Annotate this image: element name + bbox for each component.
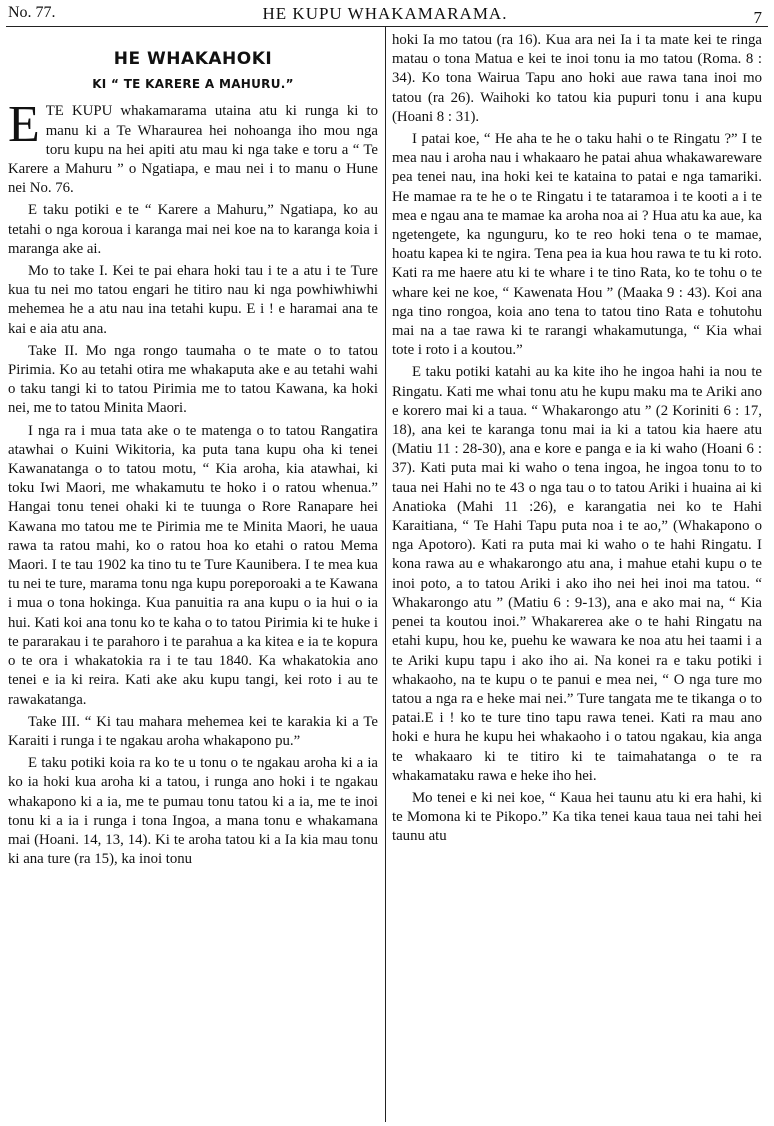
right-column	[392, 31, 762, 847]
paragraph-1: ETE KUPU whakamarama utaina atu ki runga ki to manu ki a Te Wharaurea hei nohoanga iho mou nga toru kupu na hei apiti atu mau ki nga take e toru a “ Te Karere a Mahuru ” o Ngatiapa, e mau nei i to manu o Hune nei No. 76.	[8, 96, 378, 197]
drop-cap: E	[8, 96, 40, 154]
paragraph-2: E taku potiki e te “ Karere a Mahuru,” Ngatiapa, ko au tetahi o nga koroua i karanga mai nei koe na to karanga koia i maranga ake ai.	[8, 202, 378, 257]
running-title: HE KUPU WHAKAMARAMA.	[262, 4, 508, 23]
paragraph-take-2: Take II. Mo nga rongo taumaha o te mate o to tatou Pirimia. Ko au tetahi otira me whakaputa ake e au tetahi wahi o taku tangi ki to tatou Pirimia me to tatou Kawana, ka hoki nei, me to tatou Minita Maori.	[8, 342, 378, 417]
page-number: 7	[753, 8, 762, 27]
article-title: HE WHAKAHOKI	[113, 49, 273, 69]
column-divider	[385, 27, 386, 1122]
issue-number: No. 77.	[8, 4, 56, 21]
page-header	[8, 2, 762, 28]
paragraph-take-1: Mo to take I. Kei te pai ehara hoki tau i te a atu i te Ture kua tu nei mo tatou engari he titiro nau ki nga powhiwhiwhi mehemea he a atu nau ina tetahi kupu. E i ! e haramai ana te kai e aia atu ana.	[8, 263, 378, 337]
left-column	[8, 30, 378, 869]
paragraph-7: E taku potiki koia ra ko te u tonu o te ngakau aroha ki a ia ko ia hoki kua aroha ki a tatou, i runga ano hoki i te ngakau whakapono ki a ia, me te pumau tonu tatou ki a ia, me te inoi tonu ki a ia i runga i tona Ingoa, a mana tonu e whakamana mai (Hoani. 14, 13, 14). Ki te aroha tatou ki a Ia kia mau tonu ki ana ture (ra 15), ka inoi tonu	[8, 755, 378, 868]
paragraph-10: E taku potiki katahi au ka kite iho he ingoa hahi ia nou te Ringatu. Kati me whai tonu atu he kupu maku ma te Ariki ano e korero mai ki a taua. “ Whakarongo atu ” (2 Koriniti 6 : 17, 18), ana kei te karanga tonu mai ia ki a tatou kia haere atu (Matiu 11 : 28-30), ana e kore e panga e ia ki waho (Hoani 6 : 37). Kati puta mai ki waho o tena ingoa, he ingoa tonu to to taua nei Hahi no te 43 o nga tau o to tatou Ariki i huaina ai ki Anatioka (Mahi 11 :26), e karangatia nei ko te Hahi Karaitiana, “ Te Hahi Tapu puta noa i te ao,” (Whakapono o nga Apotoro). Kati ra puta mai ki waho o te hahi Ringatu. I kona rawa au e whakarongo atu ana, i mahue etahi kupu o te inoi poto, a to tatou Ariki i ako iho nei hei inoi ma tatou. “ Whakarongo atu ” (Matiu 6 : 9-13), ana e ako mai na, “ Kia penei ta koutou inoi.” Whakarerea ake o te hahi Ringatu na etahi kupu, hou ke, puehu ke wawara ke noa atu hei taami i a te Ariki kupu tapu i ako iho ai. Na konei ra e taku potiki i whakaoho, na te kupu o te panui e mea nei, “ O nga ture mo tatou a nga ra e heke mai nei.” Ture tangata me te tikanga o to patai.E i ! ko te ture tino tapu rawa tenei. Kati ra mau ano hoki e hura he kupu hei whakaoho i o tatou ngakau, kia anga te whakaaro ki te titiro ki te taimahatanga o te ra whakamataku rawa e heke iho hei.	[392, 364, 762, 784]
paragraph-8: hoki Ia mo tatou (ra 16). Kua ara nei Ia i ta mate kei te ringa matau o tona Matua e kei te inoi tonu ia mo tatou (Roma. 8 : 34). Ko tona Wairua Tapu ano hoki aue rawa tana inoi mo tatou (ra 26). Waihoki ko tatou kia pupuri tonu i ana kupu (Hoani 8 : 31).	[392, 32, 762, 125]
paragraph-take-3: Take III. “ Ki tau mahara mehemea kei te karakia ki a Te Karaiti i runga i te ngakau aroha whakapono pu.”	[8, 713, 378, 749]
paragraph-9: I patai koe, “ He aha te he o taku hahi o te Ringatu ?” I te mea nau i aroha nau i whakaaro he patai ahua whakawareware pea tenei nau, ina hoki kei te kataina to patai e nga tamariki. He mamae ra te he o te Ringatu i te tataramoa i te kooti a i te mea e ngau ana te mamae ka aroha noa ai ? Hua atu ka aue, ka ngetengete, ka ngunguru, ko te reo hoki tena o te mamae, hoatu kapea ki te ngira. Tena pea ia kua hou rawa te tu ki roto. Kati ra me haere atu ki te whare i te tino Rata, ko te tohu o te whare kei ne koe, “ Kawenata Hou ” (Maaka 9 : 43). Koi ana nga tino rongoa, koia ano tena to tatou tino Rata e tohutohu mai na a tae rawa ki te rarangi whakamutunga, “ Kia whai tote i roto i a koutou.”	[392, 131, 762, 359]
header-rule	[6, 26, 768, 27]
paragraph-11: Mo tenei e ki nei koe, “ Kaua hei taunu atu ki era hahi, ki te Momona ki te Pikopo.” Ka tika tenei kaua taua nei tahi hei taunu atu	[392, 789, 762, 845]
paragraph-5: I nga ra i mua tata ake o te matenga o to tatou Rangatira atawhai o Kuini Wikitoria, ka puta tana kupu oha ki tenei Kawanatanga o to tatou motu, “ Kia aroha, kia atawhai, ki toku Iwi Maori, me whakamutu te hoko i o ratou whenua.” Hangai tonu tenei ohaki ki te tuunga o Rore Ranapare hei Kawana mo tatou me te Pirimia me te Minita Maori, he uaua rawa ta ratou mahi, ko o ratou hoa ko etahi o ratou Mema Maori. I te tau 1902 ka tino tu te Ture Kaunibera. I te mea kua tu nei te ture, marama tonu nga kupu poreporoaki a te Kawana i mua o tona hokinga. Kua panuitia ra ana kupu o ia hui o ia hui. Kati koi ana tonu ko te kaha o to tatou Pirimia ki te huke i te pararakau i te parahoro i te parahua a ka kitea e ia te kopura o te ora i whakatokia ra i te tau 1840. Ka whakatokia ano tenei e ia ki reira. Kati ake aku kupu tangi, kei roto i au te rawakatanga.	[8, 422, 378, 708]
article-subtitle: KI “ TE KARERE A MAHURU.”	[92, 77, 294, 92]
